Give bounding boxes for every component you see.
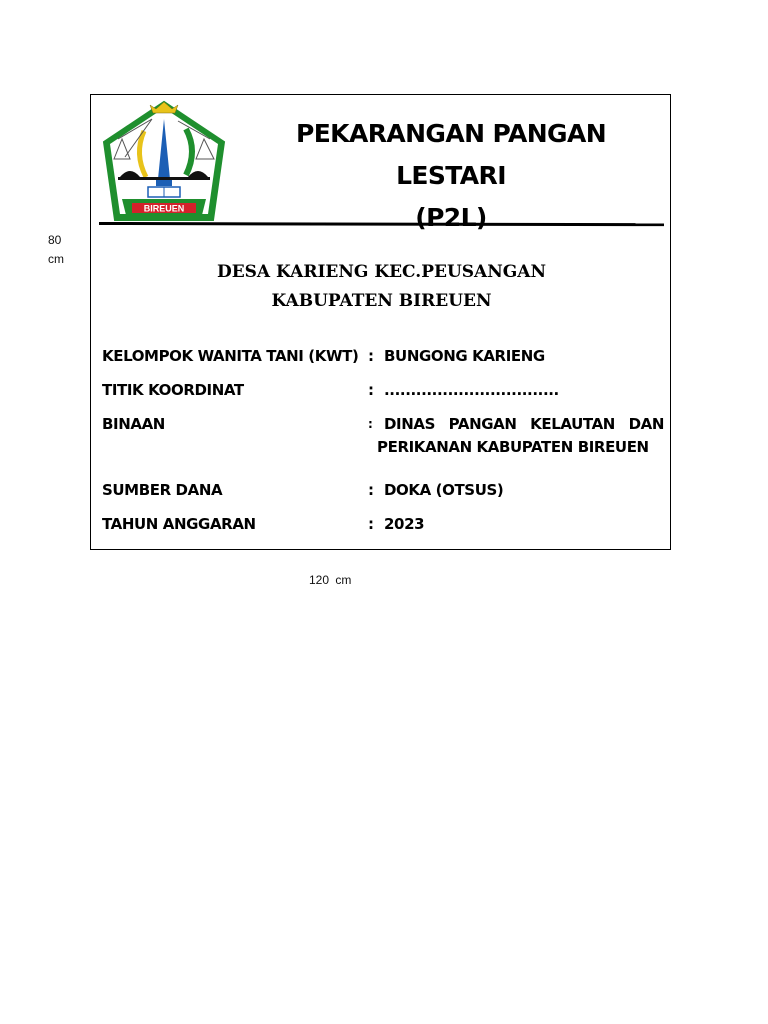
detail-label: SUMBER DANA	[102, 481, 223, 499]
location-heading	[91, 258, 672, 316]
detail-label: KELOMPOK WANITA TANI (KWT)	[102, 347, 359, 365]
page-title	[241, 113, 661, 239]
bireuen-emblem	[100, 99, 228, 223]
location-line-2: KABUPATEN BIREUEN	[271, 291, 492, 311]
detail-colon: :	[368, 347, 374, 365]
detail-label: BINAAN	[102, 415, 165, 433]
detail-colon: :	[368, 481, 374, 499]
width-dimension-text: 120 cm	[309, 573, 352, 587]
detail-colon: :	[368, 381, 374, 399]
width-dimension-label	[309, 573, 351, 587]
emblem-ribbon-text: BIREUEN	[143, 203, 185, 214]
detail-value: DOKA (OTSUS)	[384, 481, 504, 499]
title-line-2: (P2L)	[415, 203, 487, 232]
detail-row-binaan	[102, 415, 664, 459]
detail-label: TAHUN ANGGARAN	[102, 515, 256, 533]
detail-value: 2023	[384, 515, 425, 533]
detail-colon: :	[368, 417, 373, 431]
title-line-1: PEKARANGAN PANGAN LESTARI	[295, 119, 607, 190]
detail-value-line-2: PERIKANAN KABUPATEN BIREUEN	[377, 438, 649, 456]
height-dimension-label	[48, 231, 64, 269]
header-divider	[99, 222, 664, 226]
location-line-1: DESA KARIENG KEC.PEUSANGAN	[216, 262, 547, 282]
detail-value: DINAS PANGAN KELAUTAN DAN	[384, 415, 664, 433]
height-dimension-text: 80 cm	[48, 233, 64, 266]
detail-colon: :	[368, 515, 374, 533]
detail-value: BUNGONG KARIENG	[384, 347, 545, 365]
detail-value: .................................	[384, 381, 559, 399]
signboard	[90, 94, 671, 550]
detail-label: TITIK KOORDINAT	[102, 381, 244, 399]
